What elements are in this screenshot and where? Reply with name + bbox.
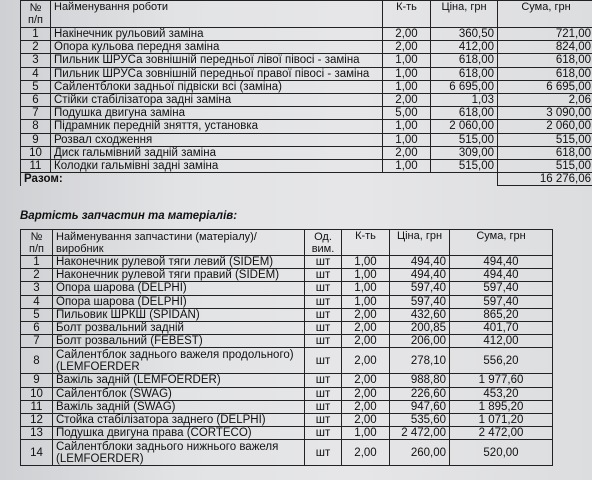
- part-number: 7: [21, 335, 53, 348]
- part-number: 3: [21, 282, 53, 295]
- part-sum: 453,20: [450, 387, 553, 400]
- part-name: Болт розвальний (FEBEST): [53, 335, 305, 348]
- part-unit: шт: [305, 335, 342, 348]
- part-number: 10: [21, 387, 53, 400]
- part-unit: шт: [305, 440, 342, 466]
- works-total-label: Разом:: [21, 173, 498, 186]
- work-qty: 1,00: [383, 54, 431, 67]
- part-name: Сайлентблок (SWAG): [53, 387, 305, 400]
- part-price: 278,10: [390, 348, 450, 374]
- part-sum: 520,00: [450, 440, 553, 466]
- work-sum: 824,00: [498, 41, 592, 54]
- works-col-sum: Сума, грн: [498, 1, 592, 28]
- part-price: 200,85: [390, 321, 450, 334]
- work-price: 1,03: [431, 93, 498, 106]
- works-total-row: [21, 173, 592, 186]
- part-qty: 1,00: [342, 269, 390, 282]
- work-price: 6 695,00: [431, 80, 498, 93]
- works-row: [21, 80, 592, 93]
- works-row: [21, 120, 592, 133]
- work-qty: 2,00: [383, 93, 431, 106]
- work-name: Пильник ШРУСа зовнішній передньої правої півосі - заміна: [51, 67, 383, 80]
- works-table-body: [21, 1, 592, 186]
- work-price: 2 060,00: [431, 120, 498, 133]
- work-price: 618,00: [431, 107, 498, 120]
- parts-table: [20, 229, 553, 466]
- part-name: Сайлентблок заднього важеля продольного) (LEMFOERDER: [53, 348, 305, 374]
- works-row: [21, 159, 592, 172]
- work-qty: 1,00: [383, 133, 431, 146]
- part-qty: 2,00: [342, 321, 390, 334]
- part-number: 8: [21, 348, 53, 374]
- part-number: 11: [21, 400, 53, 413]
- part-unit: шт: [305, 387, 342, 400]
- work-number: 4: [21, 67, 51, 80]
- work-price: 360,50: [431, 28, 498, 41]
- work-number: 5: [21, 80, 51, 93]
- part-sum: 597,40: [450, 295, 553, 308]
- parts-header-row: [21, 230, 553, 256]
- part-number: 2: [21, 269, 53, 282]
- part-name: Стойка стабілізатора заднего (DELPHI): [53, 413, 305, 426]
- parts-col-unit: Од. вим.: [305, 230, 342, 256]
- part-unit: шт: [305, 321, 342, 334]
- part-number: 13: [21, 427, 53, 440]
- work-qty: 1,00: [383, 67, 431, 80]
- works-row: [21, 146, 592, 159]
- part-sum: 1 071,20: [450, 413, 553, 426]
- part-sum: 2 472,00: [450, 427, 553, 440]
- parts-row: [21, 321, 553, 334]
- part-unit: шт: [305, 308, 342, 321]
- part-price: 2 472,00: [390, 427, 450, 440]
- part-qty: 1,00: [342, 256, 390, 269]
- works-row: [21, 54, 592, 67]
- part-price: 535,60: [390, 413, 450, 426]
- work-sum: 6 695,00: [498, 80, 592, 93]
- work-price: 618,00: [431, 54, 498, 67]
- part-qty: 2,00: [342, 335, 390, 348]
- work-name: Колодки гальмівні задні заміна: [51, 159, 383, 172]
- part-name: Наконечник рулевой тяги левий (SIDEM): [53, 256, 305, 269]
- part-number: 1: [21, 256, 53, 269]
- parts-row: [21, 256, 553, 269]
- work-sum: 2,06: [498, 93, 592, 106]
- part-sum: 412,00: [450, 335, 553, 348]
- part-sum: 556,20: [450, 348, 553, 374]
- part-name: Болт розвальний задній: [53, 321, 305, 334]
- work-qty: 1,00: [383, 120, 431, 133]
- part-number: 5: [21, 308, 53, 321]
- part-qty: 2,00: [342, 400, 390, 413]
- parts-row: [21, 308, 553, 321]
- part-price: 206,00: [390, 335, 450, 348]
- part-name: Важіль задній (LEMFOERDER): [53, 374, 305, 387]
- part-unit: шт: [305, 400, 342, 413]
- part-price: 597,40: [390, 295, 450, 308]
- part-name: Сайлентблоки заднього нижнього важеля (LEMFOERDER): [53, 440, 305, 466]
- part-sum: 597,40: [450, 282, 553, 295]
- works-header-row: [21, 1, 592, 28]
- work-name: Пильник ШРУСа зовнішній передньої лівої півосі - заміна: [51, 54, 383, 67]
- part-sum: 494,40: [450, 256, 553, 269]
- works-row: [21, 93, 592, 106]
- parts-row: [21, 400, 553, 413]
- part-number: 9: [21, 374, 53, 387]
- work-sum: 3 090,00: [498, 107, 592, 120]
- work-name: Розвал сходження: [51, 133, 383, 146]
- work-qty: 5,00: [383, 107, 431, 120]
- part-qty: 2,00: [342, 308, 390, 321]
- work-name: Накінечник рульовий заміна: [51, 28, 383, 41]
- parts-row: [21, 295, 553, 308]
- work-number: 8: [21, 120, 51, 133]
- works-row: [21, 28, 592, 41]
- work-name: Підрамник передній зняття, установка: [51, 120, 383, 133]
- work-name: Диск гальмівний задній заміна: [51, 146, 383, 159]
- work-qty: 1,00: [383, 80, 431, 93]
- parts-row: [21, 374, 553, 387]
- part-unit: шт: [305, 413, 342, 426]
- part-name: Опора шарова (DELPHI): [53, 282, 305, 295]
- parts-row: [21, 269, 553, 282]
- part-price: 494,40: [390, 269, 450, 282]
- work-price: 618,00: [431, 67, 498, 80]
- parts-col-num: № п/п: [21, 230, 53, 256]
- part-unit: шт: [305, 374, 342, 387]
- parts-col-sum: Сума, грн: [450, 230, 553, 256]
- parts-row: [21, 387, 553, 400]
- work-sum: 618,00: [498, 54, 592, 67]
- part-price: 260,00: [390, 440, 450, 466]
- works-row: [21, 107, 592, 120]
- work-sum: 618,00: [498, 67, 592, 80]
- works-table: [20, 0, 592, 186]
- work-sum: 2 060,00: [498, 120, 592, 133]
- part-name: Важіль задній (SWAG): [53, 400, 305, 413]
- work-number: 1: [21, 28, 51, 41]
- work-number: 2: [21, 41, 51, 54]
- work-name: Стійки стабілізатора задні заміна: [51, 93, 383, 106]
- works-row: [21, 133, 592, 146]
- works-col-name: Найменування роботи: [51, 1, 383, 28]
- part-number: 6: [21, 321, 53, 334]
- parts-row: [21, 440, 553, 466]
- parts-row: [21, 335, 553, 348]
- work-number: 10: [21, 146, 51, 159]
- part-price: 432,60: [390, 308, 450, 321]
- part-unit: шт: [305, 269, 342, 282]
- works-col-qty: К-ть: [383, 1, 431, 28]
- part-name: Наконечник рулевой тяги правий (SIDEM): [53, 269, 305, 282]
- part-qty: 1,00: [342, 427, 390, 440]
- works-total-value: 16 276,06: [498, 173, 592, 186]
- parts-col-name: Найменування запчастини (матеріалу)/ виробник: [53, 230, 305, 256]
- part-sum: 1 895,20: [450, 400, 553, 413]
- parts-table-body: [21, 230, 553, 466]
- work-number: 3: [21, 54, 51, 67]
- work-number: 7: [21, 107, 51, 120]
- part-qty: 2,00: [342, 348, 390, 374]
- work-sum: 515,00: [498, 133, 592, 146]
- part-number: 14: [21, 440, 53, 466]
- part-name: Опора шарова (DELPHI): [53, 295, 305, 308]
- parts-section-title: Вартість запчастин та матеріалів:: [20, 210, 238, 222]
- part-price: 947,60: [390, 400, 450, 413]
- part-name: Подушка двигуна права (CORTECO): [53, 427, 305, 440]
- part-qty: 2,00: [342, 413, 390, 426]
- works-row: [21, 67, 592, 80]
- works-col-price: Ціна, грн: [431, 1, 498, 28]
- part-price: 226,60: [390, 387, 450, 400]
- work-name: Подушка двигуна заміна: [51, 107, 383, 120]
- part-unit: шт: [305, 427, 342, 440]
- work-number: 9: [21, 133, 51, 146]
- part-unit: шт: [305, 282, 342, 295]
- part-number: 12: [21, 413, 53, 426]
- parts-row: [21, 348, 553, 374]
- work-price: 515,00: [431, 133, 498, 146]
- part-price: 597,40: [390, 282, 450, 295]
- part-sum: 494,40: [450, 269, 553, 282]
- work-number: 6: [21, 93, 51, 106]
- work-qty: 2,00: [383, 146, 431, 159]
- work-price: 412,00: [431, 41, 498, 54]
- work-qty: 2,00: [383, 28, 431, 41]
- part-unit: шт: [305, 256, 342, 269]
- works-col-num: № п/п: [21, 1, 51, 28]
- part-qty: 2,00: [342, 440, 390, 466]
- parts-row: [21, 282, 553, 295]
- part-number: 4: [21, 295, 53, 308]
- part-qty: 1,00: [342, 282, 390, 295]
- work-sum: 721,00: [498, 28, 592, 41]
- parts-col-price: Ціна, грн: [390, 230, 450, 256]
- work-qty: 1,00: [383, 159, 431, 172]
- part-sum: 865,20: [450, 308, 553, 321]
- part-unit: шт: [305, 295, 342, 308]
- work-number: 11: [21, 159, 51, 172]
- parts-row: [21, 413, 553, 426]
- part-qty: 2,00: [342, 374, 390, 387]
- parts-row: [21, 427, 553, 440]
- work-sum: 618,00: [498, 146, 592, 159]
- parts-col-qty: К-ть: [342, 230, 390, 256]
- part-sum: 401,70: [450, 321, 553, 334]
- part-price: 494,40: [390, 256, 450, 269]
- part-unit: шт: [305, 348, 342, 374]
- part-name: Пильовик ШРКШ (SPIDAN): [53, 308, 305, 321]
- work-sum: 515,00: [498, 159, 592, 172]
- works-row: [21, 41, 592, 54]
- part-qty: 2,00: [342, 387, 390, 400]
- work-name: Сайлентблоки задньої підвіски всі (заміна): [51, 80, 383, 93]
- part-price: 988,80: [390, 374, 450, 387]
- work-price: 515,00: [431, 159, 498, 172]
- part-qty: 1,00: [342, 295, 390, 308]
- work-price: 309,00: [431, 146, 498, 159]
- work-name: Опора кульова передня заміна: [51, 41, 383, 54]
- part-sum: 1 977,60: [450, 374, 553, 387]
- work-qty: 2,00: [383, 41, 431, 54]
